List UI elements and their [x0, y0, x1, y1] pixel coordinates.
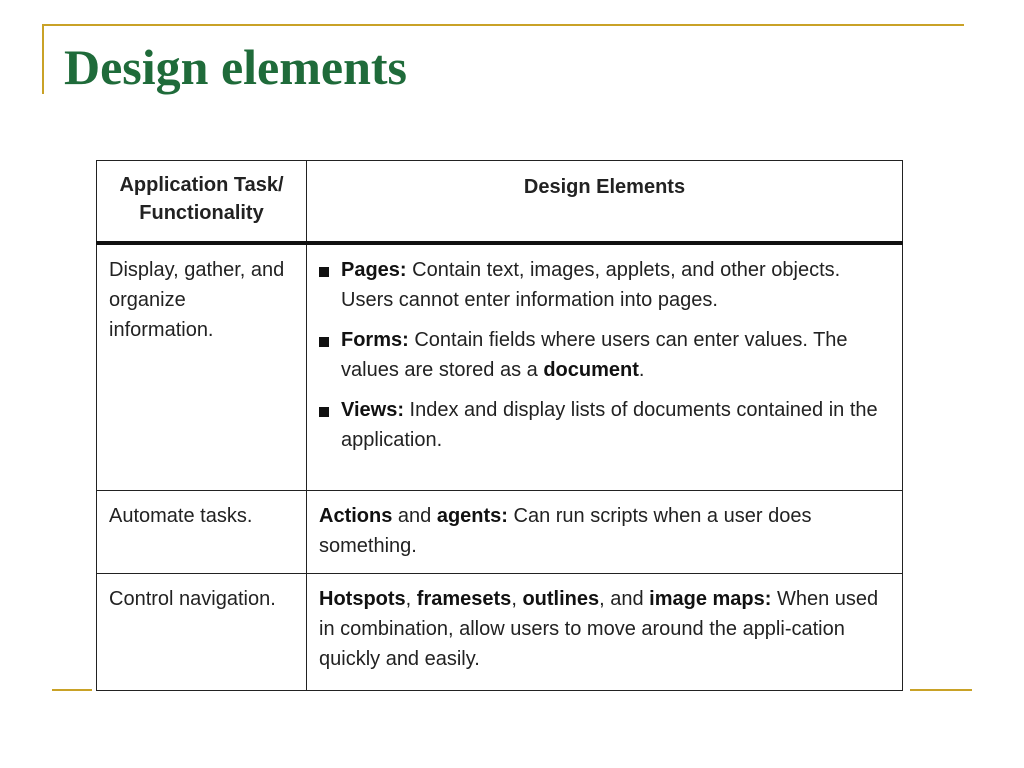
header-design-elements: Design Elements	[307, 161, 903, 243]
task-cell: Automate tasks.	[97, 491, 307, 574]
text-span: and	[392, 505, 437, 527]
table-header-row	[97, 161, 903, 243]
accent-bottom-left-rule	[52, 689, 92, 691]
table-row	[97, 491, 903, 574]
text-span: When used in combination, allow users to move around the appli-cation quickly and easily.	[319, 588, 879, 670]
header-application-task: Application Task/ Functionality	[97, 161, 307, 243]
bullet-item-pages	[319, 255, 890, 315]
term-image-maps: image maps:	[649, 588, 772, 610]
task-cell: Display, gather, and organize information.	[97, 243, 307, 491]
term-agents: agents:	[436, 505, 508, 527]
term-hotspots: Hotspots	[319, 588, 406, 610]
accent-vertical-rule	[42, 24, 44, 94]
slide-title: Design elements	[64, 39, 407, 95]
design-elements-cell	[307, 574, 903, 691]
bullet-text: Contain fields where users can enter values. The values are stored as a	[341, 328, 848, 381]
accent-bottom-right-rule	[910, 689, 972, 691]
bullet-text: Index and display lists of documents contained in the application.	[341, 398, 878, 451]
text-span: ,	[405, 588, 417, 610]
term-pages: Pages:	[341, 258, 407, 281]
bullet-item-forms	[319, 325, 890, 385]
table-row	[97, 574, 903, 691]
design-elements-cell	[307, 491, 903, 574]
accent-top-rule	[42, 24, 964, 26]
term-forms: Forms:	[341, 328, 409, 351]
row-description	[319, 584, 890, 674]
square-bullet-icon	[319, 407, 329, 417]
design-elements-table	[96, 160, 903, 691]
term-outlines: outlines	[522, 588, 600, 610]
term-document: document	[543, 358, 639, 381]
text-span: Can run scripts when a user does something.	[319, 505, 812, 557]
row-description	[319, 501, 890, 561]
square-bullet-icon	[319, 267, 329, 277]
task-cell: Control navigation.	[97, 574, 307, 691]
text-span: , and	[599, 588, 650, 610]
term-framesets: framesets	[416, 588, 512, 610]
text-span: ,	[511, 588, 523, 610]
bullet-text: Contain text, images, applets, and other objects. Users cannot enter information into pages.	[341, 258, 841, 311]
design-elements-cell	[307, 243, 903, 491]
term-views: Views:	[341, 398, 404, 421]
square-bullet-icon	[319, 337, 329, 347]
table-row	[97, 243, 903, 491]
bullet-item-views	[319, 395, 890, 455]
bullet-tail: .	[638, 358, 645, 381]
term-actions: Actions	[319, 505, 393, 527]
